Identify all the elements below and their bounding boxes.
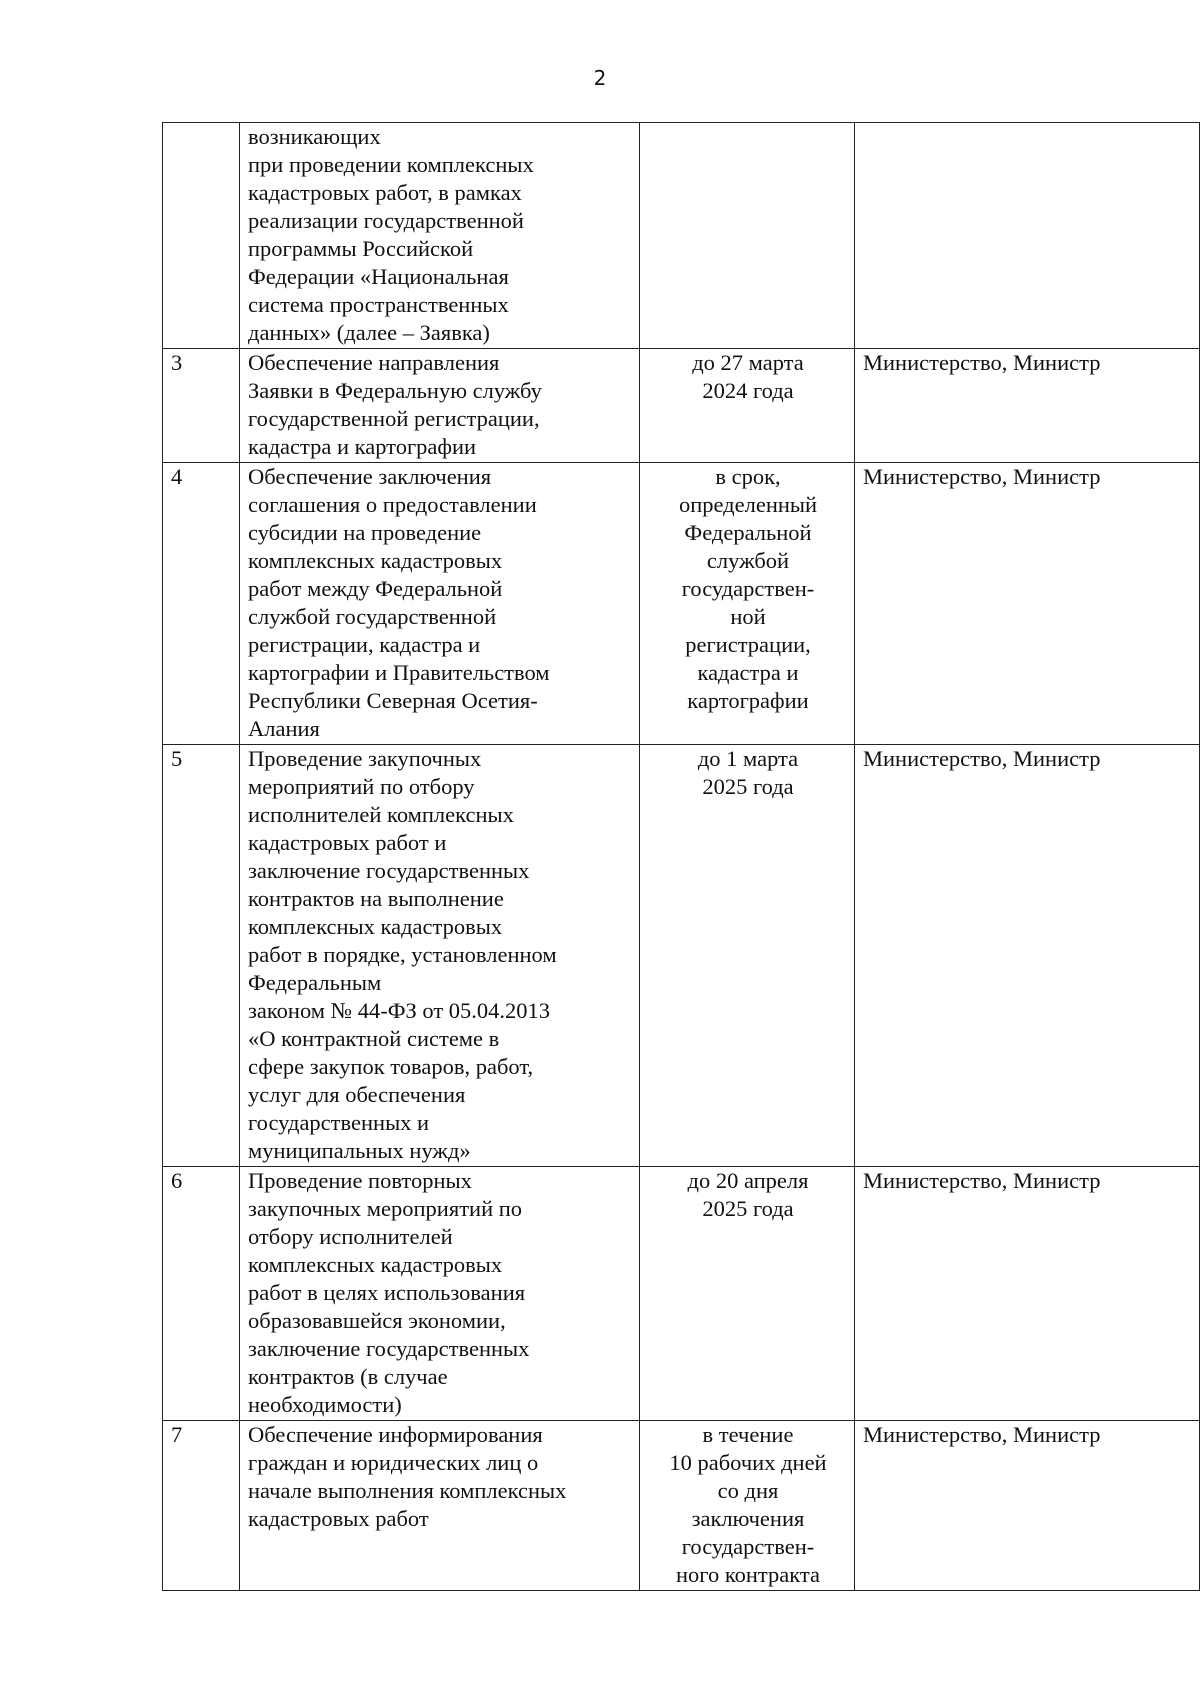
row-description-cell: Обеспечение заключения соглашения о предоставлении субсидии на проведение комплексных кадастровых работ между Федеральной службой государственной регистрации, кадастра и картографии и Правительством Республики Северная Осетия- Алания: [240, 463, 640, 745]
row-responsible-cell: Министерство, Министр: [855, 1421, 1200, 1591]
row-deadline-cell: в срок, определенный Федеральной службой государствен- ной регистрации, кадастра и картографии: [640, 463, 855, 745]
row-number-cell: [163, 123, 240, 349]
row-deadline-cell: [640, 123, 855, 349]
table-row: [163, 1421, 1200, 1591]
row-number-cell: 4: [163, 463, 240, 745]
page-number: 2: [593, 66, 607, 90]
row-number-cell: 5: [163, 745, 240, 1167]
row-number-cell: 3: [163, 349, 240, 463]
row-description-cell: Обеспечение информирования граждан и юридических лиц о начале выполнения комплексных кадастровых работ: [240, 1421, 640, 1591]
table-row: [163, 349, 1200, 463]
table-row: [163, 123, 1200, 349]
row-deadline-cell: до 1 марта 2025 года: [640, 745, 855, 1167]
row-responsible-cell: Министерство, Министр: [855, 349, 1200, 463]
row-deadline-cell: в течение 10 рабочих дней со дня заключения государствен- ного контракта: [640, 1421, 855, 1591]
row-description-cell: Проведение закупочных мероприятий по отбору исполнителей комплексных кадастровых работ и заключение государственных контрактов на выполнение комплексных кадастровых работ в порядке, установленном Федеральным законом № 44-ФЗ от 05.04.2013 «О контрактной системе в сфере закупок товаров, работ, услуг для обеспечения государственных и муниципальных нужд»: [240, 745, 640, 1167]
table-row: [163, 745, 1200, 1167]
row-responsible-cell: Министерство, Министр: [855, 463, 1200, 745]
table-row: [163, 1167, 1200, 1421]
row-number-cell: 6: [163, 1167, 240, 1421]
row-deadline-cell: до 27 марта 2024 года: [640, 349, 855, 463]
plan-table: [162, 122, 1200, 1591]
row-description-cell: Обеспечение направления Заявки в Федеральную службу государственной регистрации, кадастра и картографии: [240, 349, 640, 463]
table-row: [163, 463, 1200, 745]
row-responsible-cell: Министерство, Министр: [855, 1167, 1200, 1421]
row-responsible-cell: Министерство, Министр: [855, 745, 1200, 1167]
row-responsible-cell: [855, 123, 1200, 349]
row-description-cell: Проведение повторных закупочных мероприятий по отбору исполнителей комплексных кадастровых работ в целях использования образовавшейся экономии, заключение государственных контрактов (в случае необходимости): [240, 1167, 640, 1421]
row-number-cell: 7: [163, 1421, 240, 1591]
row-description-cell: возникающих при проведении комплексных кадастровых работ, в рамках реализации государственной программы Российской Федерации «Национальная система пространственных данных» (далее – Заявка): [240, 123, 640, 349]
row-deadline-cell: до 20 апреля 2025 года: [640, 1167, 855, 1421]
